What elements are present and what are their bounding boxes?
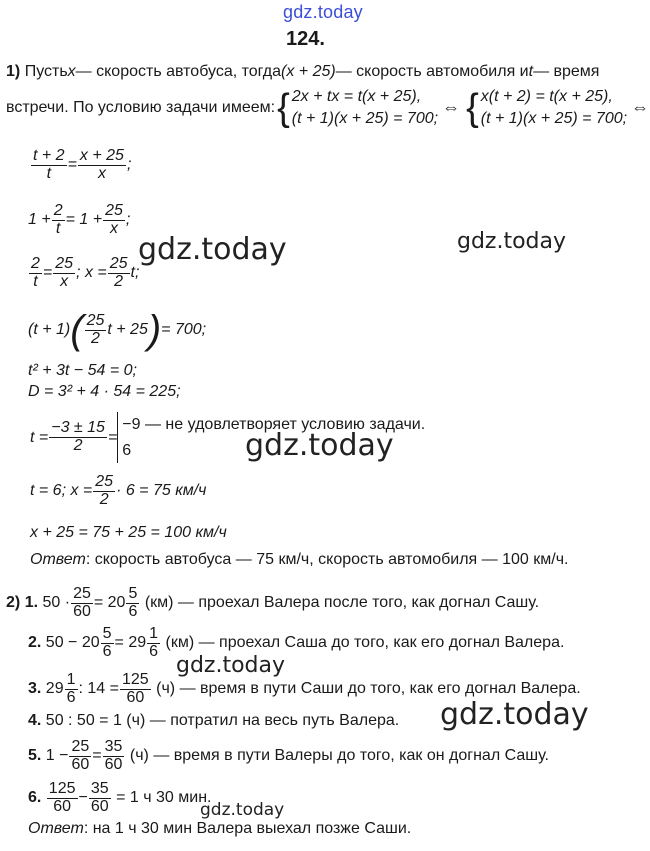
root-accepted: 6	[122, 441, 132, 459]
denominator: x	[109, 219, 118, 237]
text: ; x =	[76, 264, 107, 282]
numerator: 25	[109, 255, 128, 272]
denominator: 60	[104, 755, 123, 773]
numerator: 25	[95, 473, 114, 490]
watermark: gdz.today	[457, 229, 567, 254]
problem-number: 124.	[286, 28, 325, 50]
equation-1	[30, 148, 131, 183]
equation-9: x + 25 = 75 + 25 = 100 км/ч	[30, 524, 227, 541]
denominator: x	[60, 272, 69, 290]
var-t: t	[528, 63, 534, 80]
equation: 2x + tx = t(x + 25),	[291, 88, 422, 105]
numerator: 25	[105, 202, 123, 219]
text: 1 −	[45, 747, 69, 765]
equation: (t + 1)(x + 25) = 700;	[480, 109, 628, 127]
var-x: x	[67, 63, 76, 80]
watermark: gdz.today	[245, 428, 394, 463]
system-line	[6, 86, 649, 129]
step-number: 4.	[28, 712, 42, 729]
watermark: gdz.today	[200, 800, 285, 820]
text: Пусть	[24, 63, 68, 80]
text: =	[42, 264, 53, 282]
text: — скорость автомобиля и	[335, 63, 529, 80]
equation: (t + 1)(x + 25) = 700;	[291, 109, 439, 127]
numerator: 5	[128, 585, 138, 602]
step-4	[28, 712, 399, 730]
text: = 20	[93, 594, 126, 612]
denominator: 60	[90, 797, 109, 815]
step-2	[28, 626, 564, 661]
step-number: 2.	[28, 634, 42, 652]
answer-text: : на 1 ч 30 мин Валера выехал позже Саши.	[83, 820, 412, 837]
answer-1	[30, 551, 568, 569]
numerator: 2	[31, 255, 40, 272]
text: t;	[130, 264, 140, 282]
text: ;	[125, 211, 131, 229]
step-5	[28, 739, 549, 774]
equation: x(t + 2) = t(x + 25),	[480, 88, 613, 105]
answer-label: Ответ	[30, 551, 86, 568]
watermark: gdz.today	[138, 232, 287, 267]
denominator: t	[33, 272, 38, 290]
text: = 700;	[161, 321, 207, 338]
text: (км) — проехал Валера после того, как догнал Сашу.	[144, 594, 540, 612]
denominator: 6	[128, 602, 138, 620]
text: 50 − 20	[45, 634, 100, 652]
iff-icon: ⇔	[631, 97, 650, 118]
equation-5: t² + 3t − 54 = 0;	[28, 362, 137, 379]
text: — время	[533, 63, 600, 80]
text: 50 ·	[42, 594, 71, 612]
part-label: 1)	[6, 63, 21, 80]
text: = 1 +	[65, 211, 103, 229]
text: (км) — проехал Саша до того, как его догнал Валера.	[165, 634, 565, 652]
system-2	[481, 86, 627, 129]
root-rejected: −9 — не удовлетворяет условию задачи.	[122, 416, 426, 433]
brace-icon: {	[466, 86, 479, 129]
watermark: gdz.today	[176, 653, 286, 678]
equation-2	[28, 203, 130, 238]
text: t = 6; x =	[30, 482, 93, 500]
intro-line	[6, 63, 599, 81]
denominator: 2	[99, 490, 109, 508]
text: 1 +	[28, 211, 51, 229]
step-6	[28, 781, 211, 816]
numerator: 35	[90, 780, 109, 797]
text: = 29	[114, 634, 147, 652]
answer-label: Ответ	[28, 820, 84, 837]
expr: (x + 25)	[281, 63, 336, 80]
denominator: 6	[66, 688, 76, 706]
numerator: 2	[53, 202, 63, 219]
numerator: 125	[121, 671, 149, 688]
numerator: 25	[55, 255, 74, 272]
text: = 1 ч 30 мин.	[116, 789, 212, 807]
text: =	[107, 428, 118, 446]
watermark: gdz.today	[440, 697, 589, 732]
text: =	[92, 747, 102, 765]
part-label: 2)	[6, 594, 21, 612]
iff-icon: ⇔	[442, 97, 461, 118]
step-number: 6.	[28, 789, 42, 807]
paren-close: )	[147, 308, 162, 352]
text: 29	[45, 680, 64, 698]
denominator: 60	[53, 797, 72, 815]
numerator: 25	[86, 311, 105, 329]
numerator: 25	[71, 738, 90, 755]
text: (ч) — время в пути Валеры до того, как он догнал Сашу.	[129, 747, 549, 765]
text: t =	[30, 428, 49, 446]
equation-7	[30, 412, 425, 463]
denominator: 60	[73, 602, 91, 620]
text: (ч) — время в пути Саши до того, как его догнал Валера.	[156, 680, 581, 698]
text: ;	[126, 156, 132, 174]
paren-open: (	[70, 308, 84, 352]
denominator: t	[55, 219, 61, 237]
step-number: 3.	[28, 680, 42, 698]
numerator: 25	[73, 585, 91, 602]
text: =	[67, 156, 77, 174]
numerator: t + 2	[33, 147, 65, 164]
numerator: 125	[48, 780, 76, 797]
denominator: 6	[102, 642, 112, 660]
numerator: x + 25	[79, 147, 124, 164]
step-3	[28, 672, 581, 707]
numerator: 5	[102, 625, 112, 642]
denominator: 60	[71, 755, 90, 773]
text: · 6 = 75 км/ч	[116, 482, 207, 500]
step-1	[6, 586, 539, 621]
condition-text: встречи. По условию задачи имеем:	[6, 98, 276, 116]
numerator: −3 ± 15	[51, 419, 105, 437]
step-number: 5.	[28, 747, 42, 765]
answer-text: : скорость автобуса — 75 км/ч, скорость автомобиля — 100 км/ч.	[85, 551, 569, 568]
text: — скорость автобуса, тогда	[75, 63, 282, 80]
denominator: x	[97, 164, 106, 182]
text: −	[78, 789, 88, 807]
denominator: t	[46, 164, 52, 182]
denominator: 2	[73, 437, 83, 455]
equation-6: D = 3² + 4 · 54 = 225;	[28, 383, 181, 400]
text: t + 25	[107, 321, 148, 338]
text: 50 : 50 = 1 (ч) — потратил на весь путь Валера.	[45, 712, 400, 729]
text: : 14 =	[78, 680, 119, 698]
equation-3	[28, 256, 139, 291]
system-1	[292, 86, 438, 129]
equation-8	[30, 474, 206, 509]
answer-2	[28, 820, 411, 838]
watermark-top: gdz.today	[283, 2, 363, 22]
denominator: 6	[149, 642, 159, 660]
step-number: 1.	[24, 594, 39, 612]
denominator: 2	[91, 329, 100, 347]
denominator: 60	[126, 688, 145, 706]
equation-4	[28, 310, 206, 350]
text: (t + 1)	[28, 321, 71, 338]
roots	[117, 412, 425, 463]
denominator: 2	[114, 272, 124, 290]
numerator: 35	[104, 738, 123, 755]
numerator: 1	[66, 671, 76, 688]
numerator: 1	[149, 625, 159, 642]
brace-icon: {	[277, 86, 290, 129]
